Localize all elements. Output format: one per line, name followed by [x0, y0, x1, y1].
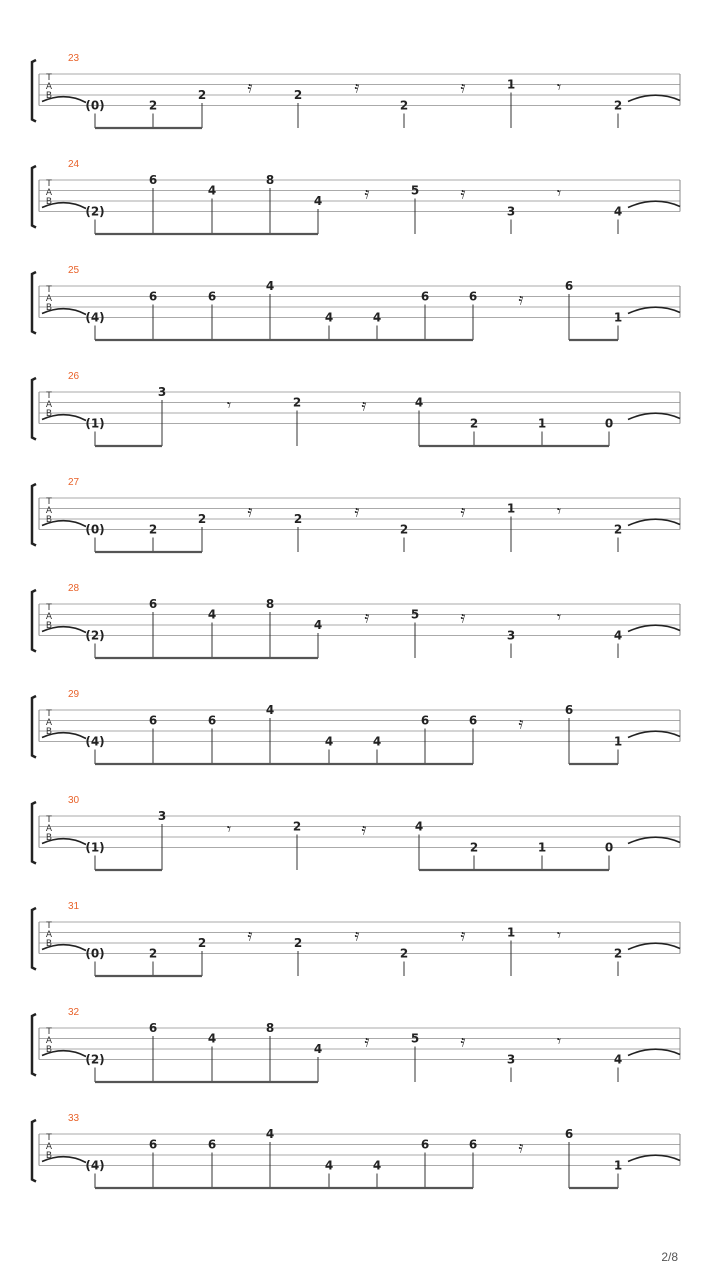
fret-number: 6: [148, 173, 158, 187]
fret-number: (2): [85, 628, 105, 643]
fret-number: 2: [293, 88, 303, 102]
tab-clef-letter: T: [46, 497, 52, 507]
fret-number: 6: [148, 713, 158, 728]
sixteenth-rest: 𝄿: [354, 501, 360, 521]
tie-arc-out: [628, 625, 680, 631]
fret-number: 2: [399, 522, 409, 537]
tab-clef-letter: T: [46, 73, 52, 83]
fret-number: 6: [148, 1021, 158, 1035]
fret-number: 2: [148, 946, 158, 961]
fret-number: 6: [468, 713, 478, 728]
fret-number: 4: [313, 618, 323, 632]
fret-number: 4: [313, 1042, 323, 1056]
fret-number: 4: [324, 1158, 334, 1173]
fret-number: 2: [293, 512, 303, 526]
tab-clef-letter: A: [45, 294, 53, 304]
sixteenth-rest: 𝄿: [460, 183, 466, 203]
eighth-rest: 𝄾: [556, 501, 562, 521]
measure-number: 28: [68, 583, 80, 594]
fret-number: 4: [414, 819, 424, 834]
sixteenth-rest: 𝄿: [460, 925, 466, 945]
tab-clef-letter: A: [45, 612, 53, 622]
measure-number: 27: [68, 477, 80, 488]
sixteenth-rest: 𝄿: [460, 607, 466, 627]
fret-number: 4: [372, 1158, 382, 1173]
sixteenth-rest: 𝄿: [364, 1031, 370, 1051]
fret-number: 4: [372, 310, 382, 325]
fret-number: 1: [613, 310, 623, 325]
sixteenth-rest: 𝄿: [460, 77, 466, 97]
system-bracket: [32, 166, 36, 228]
fret-number: 4: [265, 1127, 275, 1141]
tab-clef-letter: T: [46, 1027, 52, 1037]
tab-clef-letter: T: [46, 391, 52, 401]
fret-number: 2: [292, 819, 302, 834]
fret-number: 3: [506, 628, 516, 643]
fret-number: 5: [410, 607, 420, 622]
measure-number: 31: [68, 901, 80, 912]
sixteenth-rest: 𝄿: [364, 183, 370, 203]
eighth-rest: 𝄾: [556, 77, 562, 97]
fret-number: 4: [265, 703, 275, 717]
sixteenth-rest: 𝄿: [518, 289, 524, 309]
fret-number: 4: [613, 628, 623, 643]
system-bracket: [32, 1014, 36, 1076]
eighth-rest: 𝄾: [556, 1031, 562, 1051]
tie-arc-out: [628, 943, 680, 949]
fret-number: 1: [506, 77, 516, 92]
fret-number: 0: [604, 840, 614, 855]
tie-arc-out: [628, 95, 680, 101]
sixteenth-rest: 𝄿: [247, 501, 253, 521]
tab-clef-letter: B: [45, 409, 53, 419]
tab-clef-letter: A: [45, 506, 53, 516]
system-bracket: [32, 272, 36, 334]
fret-number: 6: [564, 703, 574, 717]
measure-number: 30: [68, 795, 80, 806]
fret-number: 6: [564, 279, 574, 293]
fret-number: 4: [613, 1052, 623, 1067]
sixteenth-rest: 𝄿: [354, 925, 360, 945]
fret-number: 8: [265, 597, 275, 611]
sixteenth-rest: 𝄿: [518, 713, 524, 733]
fret-number: 2: [399, 946, 409, 961]
fret-number: (0): [85, 522, 105, 537]
tab-clef-letter: B: [45, 939, 53, 949]
sixteenth-rest: 𝄿: [460, 501, 466, 521]
fret-number: (1): [85, 840, 105, 855]
fret-number: 3: [506, 1052, 516, 1067]
system-bracket: [32, 60, 36, 122]
fret-number: 6: [207, 289, 217, 304]
sixteenth-rest: 𝄿: [364, 607, 370, 627]
fret-number: 2: [469, 416, 479, 431]
system-bracket: [32, 378, 36, 440]
fret-number: 4: [372, 734, 382, 749]
fret-number: 6: [468, 1137, 478, 1152]
fret-number: 6: [468, 289, 478, 304]
fret-number: 2: [197, 88, 207, 102]
sixteenth-rest: 𝄿: [460, 1031, 466, 1051]
fret-number: 1: [613, 734, 623, 749]
fret-number: 1: [613, 1158, 623, 1173]
fret-number: 4: [414, 395, 424, 410]
sixteenth-rest: 𝄿: [361, 395, 367, 415]
fret-number: 6: [420, 1137, 430, 1152]
fret-number: (2): [85, 204, 105, 219]
tab-clef-letter: A: [45, 82, 53, 92]
eighth-rest: 𝄾: [226, 395, 232, 415]
sixteenth-rest: 𝄿: [247, 77, 253, 97]
tab-clef-letter: T: [46, 603, 52, 613]
fret-number: 2: [613, 946, 623, 961]
tab-clef-letter: A: [45, 1142, 53, 1152]
tab-clef-letter: B: [45, 1045, 53, 1055]
fret-number: 3: [157, 809, 167, 823]
fret-number: 2: [148, 522, 158, 537]
tab-clef-letter: B: [45, 91, 53, 101]
fret-number: 6: [420, 713, 430, 728]
fret-number: 4: [207, 183, 217, 198]
fret-number: 4: [265, 279, 275, 293]
tie-arc-out: [628, 307, 680, 313]
fret-number: 4: [207, 607, 217, 622]
tie-arc-out: [628, 837, 680, 843]
sixteenth-rest: 𝄿: [354, 77, 360, 97]
system-bracket: [32, 590, 36, 652]
measure-number: 33: [68, 1113, 80, 1124]
fret-number: 8: [265, 1021, 275, 1035]
fret-number: 4: [324, 310, 334, 325]
tab-clef-letter: A: [45, 1036, 53, 1046]
tie-arc-out: [628, 1155, 680, 1161]
eighth-rest: 𝄾: [556, 925, 562, 945]
tab-clef-letter: T: [46, 285, 52, 295]
tie-arc-out: [628, 519, 680, 525]
system-bracket: [32, 696, 36, 758]
tab-clef-letter: B: [45, 833, 53, 843]
eighth-rest: 𝄾: [226, 819, 232, 839]
fret-number: 2: [197, 936, 207, 950]
tab-clef-letter: T: [46, 921, 52, 931]
tab-clef-letter: T: [46, 709, 52, 719]
fret-number: 3: [157, 385, 167, 399]
tie-arc-out: [628, 731, 680, 737]
tab-clef-letter: A: [45, 824, 53, 834]
system-bracket: [32, 802, 36, 864]
system-bracket: [32, 908, 36, 970]
fret-number: 5: [410, 183, 420, 198]
tab-clef-letter: B: [45, 515, 53, 525]
fret-number: 1: [506, 925, 516, 940]
fret-number: (0): [85, 98, 105, 113]
fret-number: (4): [85, 310, 105, 325]
tie-arc-out: [628, 201, 680, 207]
fret-number: 3: [506, 204, 516, 219]
fret-number: 4: [207, 1031, 217, 1046]
tab-clef-letter: T: [46, 179, 52, 189]
fret-number: 1: [506, 501, 516, 516]
tab-clef-letter: B: [45, 727, 53, 737]
tab-clef-letter: T: [46, 1133, 52, 1143]
fret-number: 6: [207, 1137, 217, 1152]
measure-number: 24: [68, 159, 80, 170]
fret-number: 6: [564, 1127, 574, 1141]
fret-number: 6: [207, 713, 217, 728]
fret-number: 2: [613, 522, 623, 537]
measure-number: 26: [68, 371, 80, 382]
tab-clef-letter: B: [45, 197, 53, 207]
fret-number: 2: [148, 98, 158, 113]
fret-number: 1: [537, 416, 547, 431]
tab-clef-letter: B: [45, 303, 53, 313]
fret-number: 6: [148, 1137, 158, 1152]
fret-number: (1): [85, 416, 105, 431]
fret-number: (2): [85, 1052, 105, 1067]
tie-arc-out: [628, 413, 680, 419]
fret-number: 1: [537, 840, 547, 855]
sixteenth-rest: 𝄿: [518, 1137, 524, 1157]
fret-number: 6: [148, 597, 158, 611]
fret-number: (4): [85, 1158, 105, 1173]
tab-clef-letter: A: [45, 930, 53, 940]
system-bracket: [32, 1120, 36, 1182]
measure-number: 25: [68, 265, 80, 276]
fret-number: 8: [265, 173, 275, 187]
fret-number: 5: [410, 1031, 420, 1046]
fret-number: 2: [292, 395, 302, 410]
fret-number: 2: [293, 936, 303, 950]
tab-clef-letter: T: [46, 815, 52, 825]
tab-clef-letter: A: [45, 400, 53, 410]
eighth-rest: 𝄾: [556, 607, 562, 627]
tab-clef-letter: B: [45, 1151, 53, 1161]
fret-number: 6: [148, 289, 158, 304]
fret-number: 2: [197, 512, 207, 526]
eighth-rest: 𝄾: [556, 183, 562, 203]
fret-number: 2: [399, 98, 409, 113]
sixteenth-rest: 𝄿: [361, 819, 367, 839]
measure-number: 23: [68, 53, 80, 64]
fret-number: 4: [613, 204, 623, 219]
fret-number: 0: [604, 416, 614, 431]
fret-number: (0): [85, 946, 105, 961]
fret-number: 2: [613, 98, 623, 113]
tab-clef-letter: A: [45, 718, 53, 728]
system-bracket: [32, 484, 36, 546]
fret-number: (4): [85, 734, 105, 749]
fret-number: 2: [469, 840, 479, 855]
sixteenth-rest: 𝄿: [247, 925, 253, 945]
fret-number: 4: [324, 734, 334, 749]
tie-arc-out: [628, 1049, 680, 1055]
tab-clef-letter: B: [45, 621, 53, 631]
fret-number: 6: [420, 289, 430, 304]
measure-number: 29: [68, 689, 80, 700]
measure-number: 32: [68, 1007, 80, 1018]
fret-number: 4: [313, 194, 323, 208]
tab-clef-letter: A: [45, 188, 53, 198]
page-number: 2/8: [661, 1250, 678, 1264]
